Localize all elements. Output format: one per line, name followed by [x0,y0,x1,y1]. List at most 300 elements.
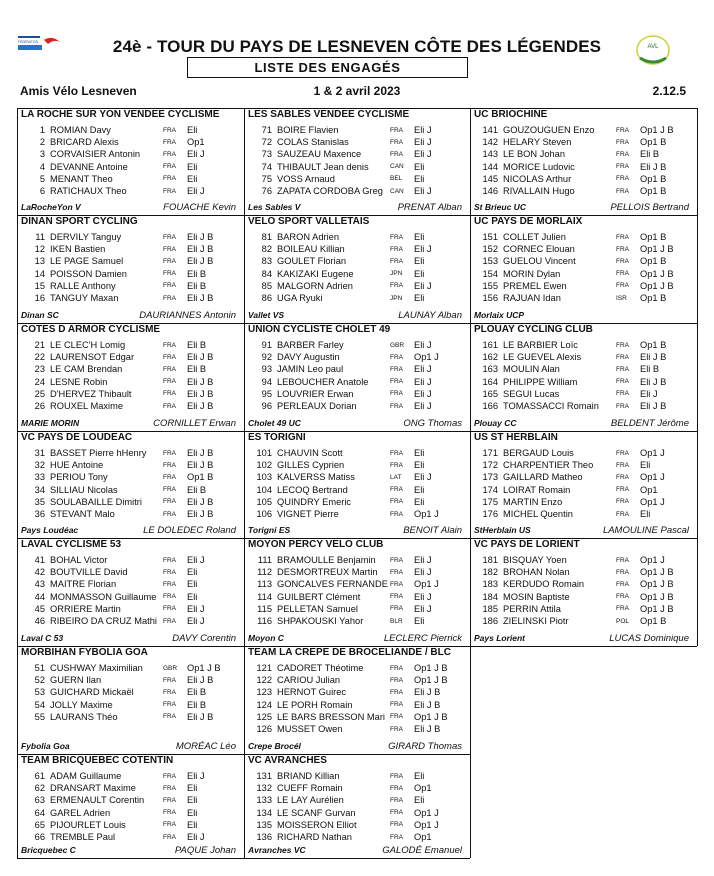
team-block [244,646,470,754]
rider-number: 123 [256,687,272,698]
rider-nationality: CAN [390,187,404,195]
team-name: LES SABLES VENDEE CYCLISME [248,109,410,120]
rider-category: Eli [187,795,198,806]
rider-row [244,832,470,843]
team-block [470,538,697,646]
rider-nationality: FRA [163,257,176,265]
rider-nationality: FRA [163,556,176,564]
rider-category: Op1 J B [414,711,448,722]
team-name: UC BRIOCHINE [474,109,548,120]
rider-number: 93 [261,364,272,375]
rider-category: Eli [187,591,198,602]
team-name: MORBIHAN FYBOLIA GOA [21,647,148,658]
rider-number: 61 [34,771,45,781]
rider-number: 103 [256,472,272,483]
team-name: PLOUAY CYCLING CLUB [474,324,593,335]
rider-category: Op1 B [640,256,667,267]
rider-number: 71 [261,125,272,135]
team-block [244,108,470,215]
rider-name: MOSIN Baptiste [503,591,570,602]
rider-row [244,724,470,735]
rider-number: 135 [256,819,272,830]
rider-number: 185 [482,603,498,614]
rider-name: RALLE Anthony [50,280,116,291]
rider-category: Eli [640,460,651,471]
rider-name: IKEN Bastien [50,244,106,255]
rider-name: BOILEAU Killian [277,244,345,255]
rider-name: MENANT Theo [50,173,113,184]
rider-name: RIVALLAIN Hugo [503,186,575,196]
team-block [244,538,470,646]
rider-row [470,616,697,627]
rider-name: BISQUAY Yoen [503,555,567,565]
rider-name: BERGAUD Louis [503,448,574,458]
rider-category: Eli J B [187,401,214,411]
rider-nationality: FRA [616,402,629,410]
rider-row [17,675,244,686]
team-block [17,431,244,538]
rider-nationality: FRA [390,150,403,158]
rider-nationality: FRA [616,353,629,361]
rider-category: Op1 [414,832,432,842]
team-code: Avranches VC [248,845,306,855]
team-director: GIRARD Thomas [388,741,462,752]
rider-nationality: FRA [163,270,176,278]
rider-nationality: FRA [390,390,403,398]
team-director: LAMOULINE Pascal [602,525,689,536]
rider-nationality: FRA [390,138,403,146]
team-director: LE DOLEDEC Roland [143,525,236,536]
rider-nationality: FRA [163,713,176,721]
rider-row [17,256,244,267]
rider-number: 154 [482,268,498,279]
rider-row [17,472,244,483]
rider-nationality: FRA [390,402,403,410]
rider-category: Eli [414,173,425,184]
rider-category: Op1 B [640,137,667,148]
rider-category: Eli J B [187,376,214,387]
rider-row [244,712,470,723]
rider-row [17,460,244,471]
rider-name: STEVANT Malo [50,509,115,519]
rider-row [244,771,470,782]
rider-nationality: JPN [390,294,403,302]
rider-name: LOUVRIER Erwan [277,388,354,399]
team-block [244,431,470,538]
rider-category: Eli J B [187,352,214,363]
rider-row [244,567,470,578]
rider-nationality: FRA [390,556,403,564]
rider-number: 166 [482,401,498,411]
team-director: PAQUE Johan [174,845,236,856]
rider-nationality: FRA [390,784,403,792]
rider-name: KERDUDO Romain [503,579,585,590]
rider-nationality: FRA [163,676,176,684]
rider-number: 35 [34,496,45,507]
rider-row [244,675,470,686]
rider-nationality: FRA [163,245,176,253]
team-name: TEAM LA CREPE DE BROCELIANDE / BLC [248,647,451,658]
rider-category: Eli J B [187,256,214,267]
team-code: StHerblain US [474,525,531,535]
rider-number: 46 [34,616,45,626]
rider-number: 184 [482,591,498,602]
team-director: LAUNAY Alban [398,310,462,321]
rider-number: 5 [39,173,45,184]
rider-number: 146 [482,186,498,196]
row-divider [470,646,697,647]
rider-category: Eli [187,173,198,184]
rider-number: 186 [482,616,498,626]
rider-category: Eli [414,161,425,172]
rider-name: LAURANS Théo [50,711,118,722]
rider-row [17,352,244,363]
rider-category: Op1 J B [640,579,674,590]
team-block [17,215,244,323]
rider-number: 165 [482,388,498,399]
rider-category: Eli J B [414,724,441,734]
team-block [17,646,244,754]
rider-row [17,485,244,496]
rider-name: CHARPENTIER Theo [503,460,594,471]
rider-nationality: GBR [163,664,178,672]
row-divider [244,858,470,859]
rider-name: DEVANNE Antoine [50,161,128,172]
rider-row [17,555,244,566]
rider-category: Op1 J B [414,663,448,673]
rider-category: Eli [414,484,425,495]
rider-nationality: FRA [616,138,629,146]
rider-category: Eli J B [414,699,441,710]
rider-nationality: FRA [390,498,403,506]
rider-row [470,149,697,160]
rider-row [17,281,244,292]
team-code: Plouay CC [474,418,517,428]
rider-category: Eli J [414,472,432,483]
rider-name: LE BARS BRESSON Mari [277,711,385,722]
rider-nationality: FRA [163,126,176,134]
rider-nationality: FRA [390,676,403,684]
rider-number: 104 [256,484,272,495]
rider-number: 6 [39,186,45,196]
team-name: US ST HERBLAIN [474,432,558,443]
rider-category: Op1 J [414,579,439,590]
rider-name: GUELOU Vincent [503,256,576,267]
rider-nationality: FRA [163,138,176,146]
rider-name: BRICARD Alexis [50,137,119,148]
rider-number: 116 [257,616,272,626]
rider-name: PREMEL Ewen [503,280,567,291]
rider-nationality: FRA [163,449,176,457]
rider-nationality: FRA [390,772,403,780]
rider-nationality: FRA [163,473,176,481]
rider-nationality: FRA [163,187,176,195]
rider-row [17,567,244,578]
rider-nationality: FRA [390,833,403,841]
rider-row [17,592,244,603]
rider-number: 21 [34,340,45,350]
rider-nationality: FRA [616,378,629,386]
rider-number: 133 [256,795,272,806]
rider-row [17,364,244,375]
team-block [17,754,244,858]
rider-number: 72 [261,137,272,148]
rider-nationality: POL [616,617,630,625]
team-director: LECLERC Pierrick [383,633,462,644]
rider-category: Eli J [414,186,432,196]
team-code: Vallet VS [248,310,285,320]
team-name: UNION CYCLISTE CHOLET 49 [248,324,391,335]
rider-nationality: FRA [616,282,629,290]
column-divider [697,108,698,646]
rider-category: Eli [187,567,198,578]
rider-nationality: FRA [390,821,403,829]
rider-name: GONCALVES FERNANDE [277,579,388,590]
rider-row [244,125,470,136]
rider-nationality: FRA [163,580,176,588]
rider-name: LE PORH Romain [277,699,353,710]
rider-nationality: FRA [390,510,403,518]
rider-category: Eli J [414,567,432,578]
rider-number: 83 [261,256,272,267]
rider-category: Op1 J [414,352,439,363]
rider-row [17,174,244,185]
rider-row [244,579,470,590]
rider-row [17,663,244,674]
rider-row [470,269,697,280]
rider-category: Eli B [187,699,207,710]
rider-row [244,604,470,615]
rider-number: 51 [34,663,45,673]
rider-name: LEBOUCHER Anatole [277,376,369,387]
rider-row [17,687,244,698]
rider-number: 132 [256,783,272,794]
rider-category: Eli B [640,149,660,160]
rider-number: 33 [34,472,45,483]
rider-row [244,137,470,148]
rider-row [470,579,697,590]
rider-row [17,783,244,794]
rider-name: MUSSET Owen [277,724,343,734]
rider-name: MOISSERON Elliot [277,819,357,830]
rider-name: MORICE Ludovic [503,161,575,172]
entry-grid [17,108,697,858]
rider-name: CUSHWAY Maximilian [50,663,143,673]
rider-nationality: FRA [616,568,629,576]
rider-nationality: FRA [616,365,629,373]
team-director: BENOIT Alain [403,525,462,536]
rider-row [17,149,244,160]
rider-category: Op1 J B [640,244,674,255]
rider-category: Eli [187,125,198,135]
rider-number: 82 [261,244,272,255]
rider-row [470,555,697,566]
rider-category: Eli [414,293,425,303]
rider-category: Eli B [187,340,207,350]
rider-category: Eli J [414,149,432,160]
rider-number: 85 [261,280,272,291]
rider-row [470,244,697,255]
rider-category: Eli [414,232,425,242]
team-block [470,431,697,538]
rider-row [17,509,244,520]
rider-category: Eli [414,268,425,279]
rider-category: Op1 B [640,616,667,626]
rider-name: LE PAGE Samuel [50,256,124,267]
rider-category: Op1 J [640,555,665,565]
rider-name: ERMENAULT Corentin [50,795,145,806]
rider-category: Eli [414,496,425,507]
rider-row [244,509,470,520]
rider-nationality: FRA [163,402,176,410]
team-name: DINAN SPORT CYCLING [21,216,138,227]
rider-category: Eli J B [187,388,214,399]
rider-number: 141 [482,125,498,135]
rider-category: Op1 J [640,496,665,507]
rider-number: 122 [256,675,272,686]
rider-row [244,616,470,627]
rider-name: GAREL Adrien [50,807,111,818]
rider-nationality: FRA [616,163,629,171]
rider-nationality: FRA [390,725,403,733]
rider-number: 42 [34,567,45,578]
rider-name: GOULET Florian [277,256,347,267]
rider-category: Eli J B [187,711,214,722]
rider-nationality: FRA [163,378,176,386]
rider-row [244,795,470,806]
rider-name: TREMBLE Paul [50,832,116,842]
rider-category: Eli J [414,603,432,614]
rider-number: 13 [34,256,45,267]
rider-number: 126 [256,724,272,734]
rider-row [244,472,470,483]
rider-nationality: FRA [390,378,403,386]
rider-nationality: FRA [616,126,629,134]
rider-name: LE CAM Brendan [50,364,123,375]
rider-name: DESMORTREUX Martin [277,567,378,578]
rider-category: Eli [414,448,425,458]
rider-row [470,567,697,578]
rider-name: SEGUI Lucas [503,388,560,399]
rider-number: 183 [482,579,498,590]
rider-number: 171 [482,448,498,458]
rider-row [244,448,470,459]
rider-row [17,269,244,280]
rider-row [470,162,697,173]
rider-name: LECOQ Bertrand [277,484,348,495]
rider-name: POISSON Damien [50,268,127,279]
rider-name: ZIELINSKI Piotr [503,616,569,626]
rider-nationality: FRA [616,245,629,253]
rider-row [17,293,244,304]
rider-category: Eli J [187,832,205,842]
rider-number: 105 [256,496,272,507]
rider-name: UGA Ryuki [277,293,323,303]
rider-name: ROUXEL Maxime [50,401,124,411]
team-director: PELLOIS Bertrand [610,202,689,213]
rider-name: CORNEC Elouan [503,244,575,255]
rider-nationality: FRA [163,784,176,792]
rider-row [470,448,697,459]
rider-row [17,125,244,136]
rider-name: VIGNET Pierre [277,509,339,519]
rider-category: Eli [414,256,425,267]
rider-category: Op1 J [414,509,439,519]
rider-nationality: FRA [390,126,403,134]
rider-row [17,244,244,255]
team-code: Fybolia Goa [21,741,70,751]
rider-nationality: FRA [163,796,176,804]
rider-nationality: LAT [390,473,402,481]
rider-name: CARIOU Julian [277,675,341,686]
team-code: Pays Loudéac [21,525,79,535]
rider-nationality: BLR [390,617,403,625]
team-code: Les Sables V [248,202,301,212]
rider-category: Op1 [640,484,658,495]
rider-category: Eli [187,807,198,818]
rider-nationality: ISR [616,294,627,302]
rider-row [244,269,470,280]
team-block [17,108,244,215]
rider-category: Eli J B [187,244,214,255]
rider-nationality: FRA [163,821,176,829]
rider-nationality: FRA [163,510,176,518]
team-name: VC PAYS DE LOUDEAC [21,432,133,443]
rider-name: SHPAKOUSKI Yahor [277,616,364,626]
team-director: DAURIANNES Antonin [139,310,236,321]
rider-number: 151 [482,232,498,242]
rider-category: Eli B [187,687,207,698]
rider-name: MALGORN Adrien [277,280,353,291]
team-block [244,754,470,858]
rider-name: PERLEAUX Dorian [277,401,357,411]
team-code: Moyon C [248,633,284,643]
rider-nationality: FRA [163,486,176,494]
logo-left-text: FÉDÉRATION [18,40,39,44]
team-code: Pays Lorient [474,633,526,643]
rider-category: Eli [640,509,651,519]
rider-name: VOSS Arnaud [277,173,335,184]
rider-row [17,186,244,197]
svg-text:AVL: AVL [647,44,659,50]
rider-nationality: FRA [616,233,629,241]
rider-number: 173 [482,472,498,483]
rider-nationality: FRA [390,688,403,696]
rider-nationality: FRA [390,233,403,241]
rider-category: Eli J B [187,509,214,519]
rider-nationality: FRA [390,809,403,817]
team-name: VC PAYS DE LORIENT [474,539,580,550]
rider-category: Op1 J B [414,675,448,686]
rider-number: 34 [34,484,45,495]
team-name: TEAM BRICQUEBEC COTENTIN [21,755,174,766]
rider-number: 121 [256,663,272,673]
rider-category: Eli J [187,149,205,160]
rider-name: SOULABAILLE Dimitri [50,496,142,507]
rider-row [17,604,244,615]
rider-row [17,137,244,148]
team-director: DAVY Corentin [172,633,236,644]
rider-category: Eli J B [640,376,667,387]
rider-name: DERVILY Tanguy [50,232,122,242]
rider-number: 115 [257,603,272,614]
rider-row [470,497,697,508]
rider-name: PERRIN Attila [503,603,561,614]
rider-number: 84 [261,268,272,279]
rider-number: 23 [34,364,45,375]
rider-category: Eli J [414,340,432,350]
rider-row [244,377,470,388]
